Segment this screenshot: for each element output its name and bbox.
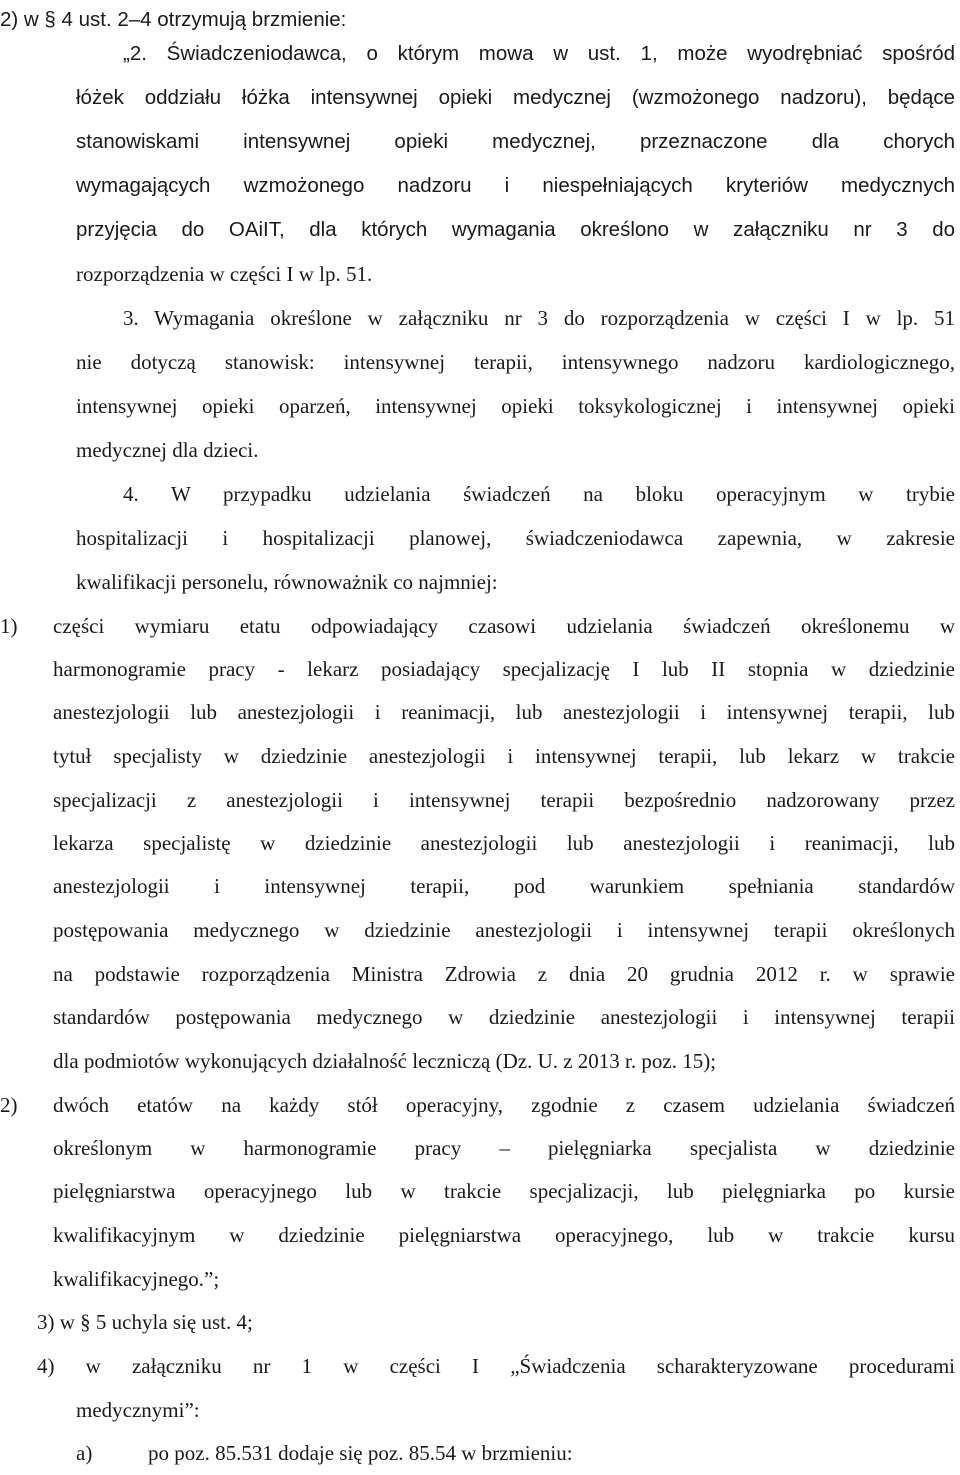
item-1-line: postępowania medycznego w dziedzinie anestezjologii i intensywnej terapii określonych — [53, 918, 955, 942]
item-2-line: określonym w harmonogramie pracy – pielęgniarka specjalista w dziedzinie — [53, 1136, 955, 1160]
paragraph-2-line: przyjęcia do OAiIT, dla których wymagania określono w załączniku nr 3 do — [76, 218, 955, 241]
item-1-line: tytuł specjalisty w dziedzinie anestezjologii i intensywnej terapii, lub lekarz w trakcie — [53, 744, 955, 768]
item-2-line: dwóch etatów na każdy stół operacyjny, zgodnie z czasem udzielania świadczeń — [53, 1093, 955, 1117]
item-1-line: części wymiaru etatu odpowiadający czasowi udzielania świadczeń określonemu w — [53, 614, 955, 638]
paragraph-2-line: łóżek oddziału łóżka intensywnej opieki medycznej (wzmożonego nadzoru), będące — [76, 86, 955, 109]
item-1-number: 1) — [0, 614, 18, 638]
item-2-line: kwalifikacyjnego.”; — [53, 1267, 220, 1291]
item-1-line: na podstawie rozporządzenia Ministra Zdrowia z dnia 20 grudnia 2012 r. w sprawie — [53, 962, 955, 986]
amendment-point-3: 3) w § 5 uchyla się ust. 4; — [37, 1310, 253, 1334]
subpoint-a-text: po poz. 85.531 dodaje się poz. 85.54 w brzmieniu: — [148, 1441, 573, 1465]
subpoint-a-letter: a) — [76, 1441, 93, 1465]
item-1-line: dla podmiotów wykonujących działalność leczniczą (Dz. U. z 2013 r. poz. 15); — [53, 1049, 717, 1073]
item-2-line: pielęgniarstwa operacyjnego lub w trakcie specjalizacji, lub pielęgniarka po kursie — [53, 1179, 955, 1203]
amendment-point-4-continued: medycznymi”: — [76, 1398, 200, 1422]
paragraph-2-line: rozporządzenia w części I w lp. 51. — [76, 262, 373, 286]
paragraph-2-line: wymagających wzmożonego nadzoru i niespełniających kryteriów medycznych — [76, 174, 955, 197]
item-2-number: 2) — [0, 1093, 18, 1117]
item-1-line: specjalizacji z anestezjologii i intensywnej terapii bezpośrednio nadzorowany przez — [53, 788, 955, 812]
item-1-line: anestezjologii lub anestezjologii i reanimacji, lub anestezjologii i intensywnej terapii, lub — [53, 700, 955, 724]
item-1-line: lekarza specjalistę w dziedzinie anestezjologii lub anestezjologii i reanimacji, lub — [53, 831, 955, 855]
paragraph-2-line: stanowiskami intensywnej opieki medycznej, przeznaczone dla chorych — [76, 130, 955, 153]
item-1-line: harmonogramie pracy - lekarz posiadający specjalizację I lub II stopnia w dziedzinie — [53, 657, 955, 681]
item-2-line: kwalifikacyjnym w dziedzinie pielęgniarstwa operacyjnego, lub w trakcie kursu — [53, 1223, 955, 1247]
paragraph-3-line: nie dotyczą stanowisk: intensywnej terapii, intensywnego nadzoru kardiologicznego, — [76, 350, 955, 374]
paragraph-3-line: intensywnej opieki oparzeń, intensywnej opieki toksykologicznej i intensywnej opieki — [76, 394, 955, 418]
item-1-line: anestezjologii i intensywnej terapii, pod warunkiem spełniania standardów — [53, 874, 955, 898]
amendment-point-2: 2) w § 4 ust. 2–4 otrzymują brzmienie: — [0, 8, 347, 31]
paragraph-4-line: hospitalizacji i hospitalizacji planowej, świadczeniodawca zapewnia, w zakresie — [76, 526, 955, 550]
paragraph-3-line: medycznej dla dzieci. — [76, 438, 259, 462]
paragraph-3-line: 3. Wymagania określone w załączniku nr 3 do rozporządzenia w części I w lp. 51 — [123, 306, 955, 330]
paragraph-4-line: kwalifikacji personelu, równoważnik co najmniej: — [76, 570, 498, 594]
amendment-point-4: 4) w załączniku nr 1 w części I „Świadczenia scharakteryzowane procedurami — [37, 1354, 955, 1378]
paragraph-4-line: 4. W przypadku udzielania świadczeń na bloku operacyjnym w trybie — [123, 482, 955, 506]
item-1-line: standardów postępowania medycznego w dziedzinie anestezjologii i intensywnej terapii — [53, 1005, 955, 1029]
paragraph-2-line: „2. Świadczeniodawca, o którym mowa w ust. 1, może wyodrębniać spośród — [123, 42, 955, 65]
